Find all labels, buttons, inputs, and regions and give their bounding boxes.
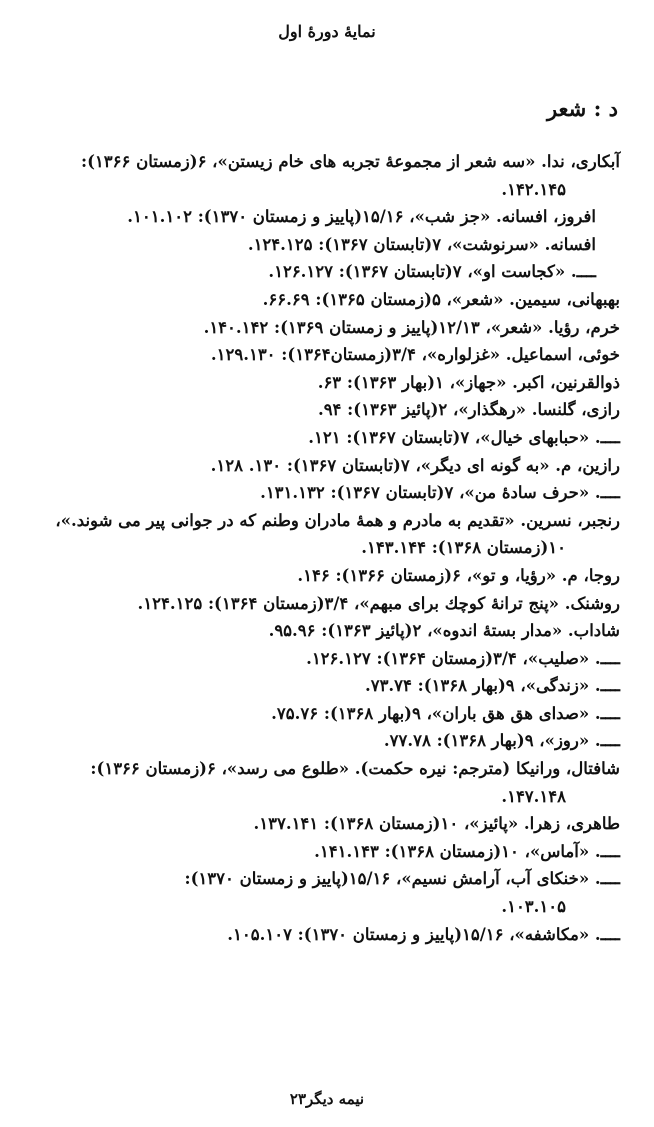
entry-continuation: ۱۴۷.۱۴۸.	[501, 786, 566, 806]
running-head: نمایهٔ دورهٔ اول	[278, 22, 376, 41]
entry-line: ــــ. «زندگی»، ۹(بهار ۱۳۶۸): ۷۳.۷۴.	[364, 676, 620, 696]
entry-line: رازین، م. «به گونه ای دیگر»، ۷(تابستان ۱۳۶۷): ۱۳۰. ۱۲۸.	[210, 455, 620, 475]
entry-line: ــــ. «روز»، ۹(بهار ۱۳۶۸): ۷۷.۷۸.	[383, 731, 620, 751]
entry-line: ــــ. «مکاشفه»، ۱۵/۱۶(پاییز و زمستان ۱۳۷۰): ۱۰۵.۱۰۷.	[227, 924, 620, 944]
entry-line: آبکاری، ندا. «سه شعر از مجموعهٔ تجربه های خام زیستن»، ۶(زمستان ۱۳۶۶):	[81, 152, 620, 171]
entry-line: افروز، افسانه. «جز شب»، ۱۵/۱۶(پاییز و زمستان ۱۳۷۰): ۱۰۱.۱۰۲.	[127, 207, 596, 227]
entry-line: ذوالقرنین، اکبر. «جهاز»، ۱(بهار ۱۳۶۳): ۶۳.	[317, 372, 620, 392]
entry-line: ــــ. «خنکای آب، آرامش نسیم»، ۱۵/۱۶(پاییز و زمستان ۱۳۷۰):	[184, 869, 620, 889]
entry-line: رنجبر، نسرین. «تقدیم به مادرم و همهٔ مادران وطنم که در جوانی پیر می شوند.»،	[55, 510, 620, 530]
entry-continuation: ۱۴۲.۱۴۵.	[501, 179, 566, 199]
entry-line: خرم، رؤیا. «شعر»، ۱۲/۱۳(پاییز و زمستان ۱۳۶۹): ۱۴۰.۱۴۲.	[203, 317, 620, 337]
section-title: د : شعر	[546, 96, 618, 121]
entry-line: روجا، م. «رؤیا، و تو»، ۶(زمستان ۱۳۶۶): ۱۴۶.	[297, 565, 620, 585]
entry-line: ــــ. «صلیب»، ۳/۴(زمستان ۱۳۶۴): ۱۲۶.۱۲۷.	[306, 648, 620, 668]
entry-line: خوئی، اسماعیل. «غزلواره»، ۳/۴(زمستان۱۳۶۴): ۱۲۹.۱۳۰.	[210, 345, 620, 365]
entry-line: ــــ. «آماس»، ۱۰(زمستان ۱۳۶۸): ۱۴۱.۱۴۳.	[314, 841, 620, 861]
entry-line: ــــ. «حرف سادهٔ من»، ۷(تابستان ۱۳۶۷): ۱۳۱.۱۳۲.	[260, 483, 620, 503]
entry-line: شافتال، ورانیکا (مترجم: نیره حکمت). «طلوع می رسد»، ۶(زمستان ۱۳۶۶):	[90, 759, 620, 779]
entry-list	[10, 148, 620, 948]
entry-line: افسانه. «سرنوشت»، ۷(تابستان ۱۳۶۷): ۱۲۴.۱۲۵.	[247, 234, 596, 254]
entry-line: روشنک. «پنج ترانهٔ کوچك برای مبهم»، ۳/۴(زمستان ۱۳۶۴): ۱۲۴.۱۲۵.	[137, 593, 620, 613]
entry-line: ــــ. «حبابهای خیال»، ۷(تابستان ۱۳۶۷): ۱۲۱.	[308, 427, 620, 447]
entry-continuation: ۱۰۳.۱۰۵.	[501, 897, 566, 917]
entry-line: شاداب. «مدار بستهٔ اندوه»، ۲(پائیز ۱۳۶۳): ۹۵.۹۶.	[268, 621, 620, 641]
entry-line: ــــ. «صدای هق هق باران»، ۹(بهار ۱۳۶۸): ۷۵.۷۶.	[271, 703, 620, 723]
entry-line: طاهری، زهرا. «پائیز»، ۱۰(زمستان ۱۳۶۸): ۱۳۷.۱۴۱.	[253, 814, 620, 834]
page-footer: نیمه دیگر۲۳	[289, 1090, 365, 1108]
entry-line: رازی، گلنسا. «رهگذار»، ۲(پائیز ۱۳۶۳): ۹۴.	[317, 400, 620, 420]
entry-continuation: ۱۰(زمستان ۱۳۶۸): ۱۴۳.۱۴۴.	[361, 538, 566, 558]
entry-line: بهبهانی، سیمین. «شعر»، ۵(زمستان ۱۳۶۵): ۶۶.۶۹.	[262, 289, 620, 309]
entry-line: ــــ. «کجاست او»، ۷(تابستان ۱۳۶۷): ۱۲۶.۱۲۷.	[268, 262, 596, 282]
